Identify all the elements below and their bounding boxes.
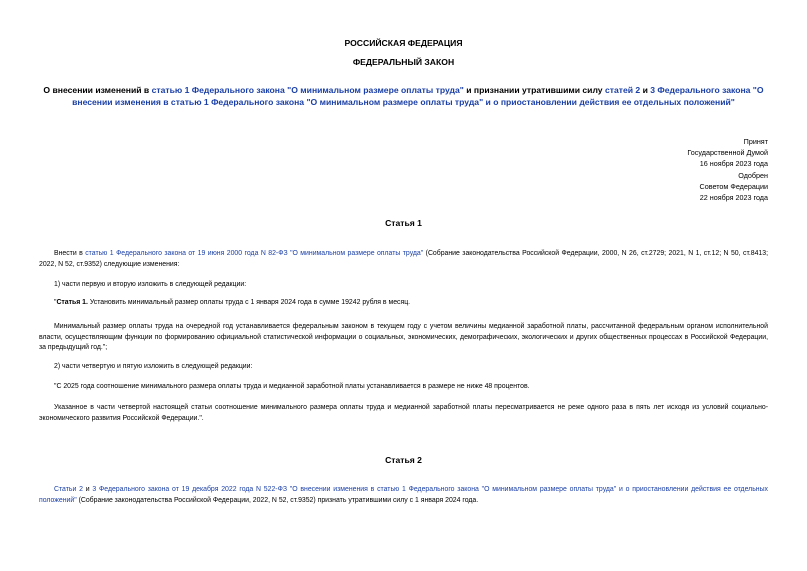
- article1-quote: [39, 298, 768, 309]
- article2-heading: Статья 2: [385, 455, 422, 465]
- acceptance-line: Одобрен: [738, 170, 768, 180]
- law-type-heading: ФЕДЕРАЛЬНЫЙ ЗАКОН: [352, 57, 455, 67]
- article1-intro: [39, 249, 768, 270]
- mrot-paragraph: Минимальный размер оплаты труда на очередной год устанавливается федеральным законом в текущем году с учетом величины медианной заработной платы, рассчитанной федеральным органом исполнительной власти, осуществляющим функции по формированию официальной статистической информации о социальных, экономических, демографических, экологических и других общественных процессах в Российской Федерации, за предыдущий год.";: [39, 323, 768, 352]
- article2-text: [39, 485, 768, 506]
- article2-mid: и: [82, 486, 93, 493]
- article2-link-b[interactable]: 3 Федерального закона от 19 декабря 2022 года N 522-ФЗ "О внесении изменения в статью 1 Федерального закона "О минимальном размере оплаты труда" и о приостановлении действия ее отдельных положений": [39, 486, 768, 504]
- country-heading: РОССИЙСКАЯ ФЕДЕРАЦИЯ: [344, 38, 463, 48]
- title-text: и признании утратившими силу: [463, 85, 605, 95]
- ratio-2025-paragraph: "С 2025 года соотношение минимального размера оплаты труда и медианной заработной платы устанавливается в размере не ниже 48 процентов.: [54, 383, 530, 390]
- title-text: и: [640, 85, 651, 95]
- article2-tail: (Собрание законодательства Российской Федерации, 2022, N 52, ст.9352) признать утратившими силу с 1 января 2024 года.: [76, 496, 479, 504]
- acceptance-line: Принят: [743, 137, 768, 146]
- law-title: [30, 85, 777, 108]
- title-link-article1[interactable]: статью 1 Федерального закона "О минимальном размере оплаты труда": [151, 85, 464, 95]
- title-link-article2[interactable]: статей 2: [604, 85, 641, 95]
- intro-link-law82[interactable]: статью 1 Федерального закона от 19 июня 2000 года N 82-ФЗ "О минимальном размере оплаты труда": [85, 250, 424, 257]
- intro-text: (Собрание законодательства Российской Федерации, 2000, N 26, ст.2729; 2021, N 1, ст.12; N 50, ст.8413; 2022, N 52, ст.9352) следующие изменения:: [39, 250, 768, 268]
- item2-text: 2) части четвертую и пятую изложить в следующей редакции:: [54, 363, 253, 370]
- quote-article-label: Статья 1.: [56, 299, 88, 306]
- intro-text: Внести в: [54, 250, 86, 257]
- article2-link-a[interactable]: Статьи 2: [54, 486, 83, 493]
- acceptance-block: [687, 136, 768, 203]
- acceptance-line: Советом Федерации: [699, 181, 768, 191]
- article1-heading: Статья 1: [385, 218, 422, 228]
- acceptance-line: Государственной Думой: [687, 148, 768, 158]
- quote-text: Установить минимальный размер оплаты труда с 1 января 2024 года в сумме 19242 рубля в месяц.: [87, 299, 411, 306]
- title-text: О внесении изменений в: [43, 85, 152, 95]
- item1-text: 1) части первую и вторую изложить в следующей редакции:: [54, 281, 247, 288]
- acceptance-line: 16 ноября 2023 года: [699, 159, 768, 169]
- acceptance-line: 22 ноября 2023 года: [699, 193, 768, 203]
- ratio-review-paragraph: Указанное в части четвертой настоящей статьи соотношение минимального размера оплаты труда и медианной заработной платы пересматривается не реже одного раза в пять лет исходя из условий социально-экономического развития Российской Федерации.".: [39, 404, 768, 422]
- quote-open: ": [54, 299, 57, 306]
- title-link-article3[interactable]: 3 Федерального закона "О внесении изменения в статью 1 Федерального закона "О минимальном размере оплаты труда" и о приостановлении действия ее отдельных положений": [72, 85, 764, 107]
